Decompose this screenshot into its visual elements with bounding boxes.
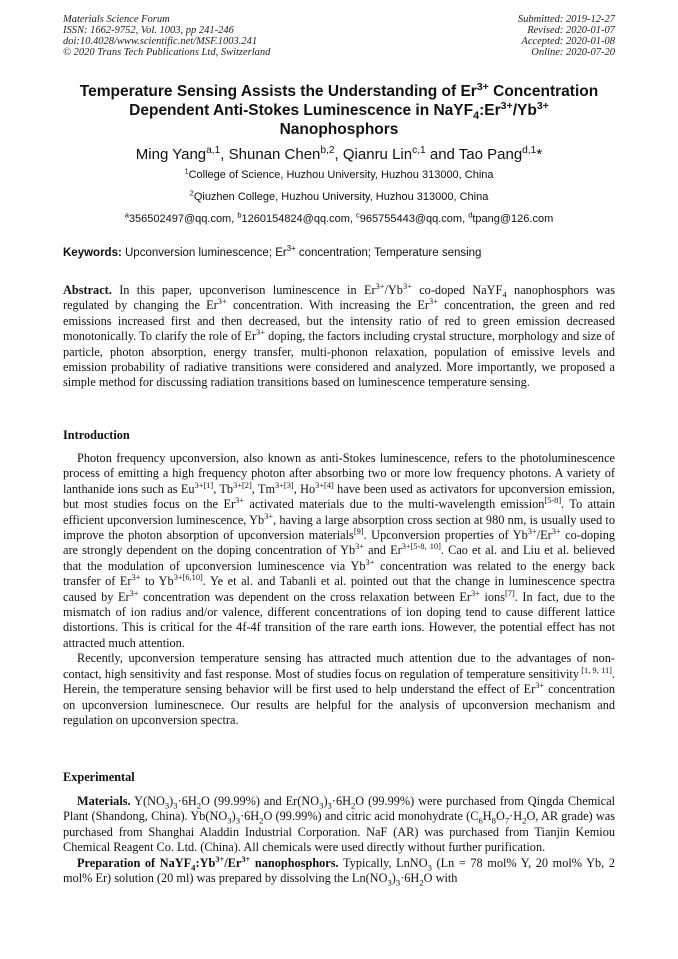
abstract: Abstract. In this paper, upconverison luminescence in $Er^{3+}/Yb^{3+}$ co-doped NaYF$_4$ nanophosphors was regulated by changing the $Er^{3+}$ concentration. With increasing the $Er^{3+}$ concentration, the green and red emissions increased first and then decreased, but the intensity ratio of red to green emission decreased monotonically. To clarify the role of $Er^{3+}$ doping, the factors including crystal structure, morphology and size of particle, photon absorption, energy transfer, multi-phonon relaxation, population of emissive levels and emission probability of radiative transitions were considered and analyzed. More importantly, we proposed a simple method for discussing radiation transitions based on luminescence temperature sensing. [63,281,616,390]
journal-header-left [63,14,270,58]
author-list: Ming Yang$^{a,1}$, Shunan Chen$^{b,2}$, Qianru Lin$^{c,1}$ and Tao Pang$^{d,1}$* [135,145,543,163]
online-date: Online: 2020-07-20 [531,47,615,58]
section-heading-introduction: Introduction [63,428,130,442]
affiliation-1: $^1$College of Science, Huzhou University, Huzhou 313000, China [184,166,494,181]
doi: doi:10.4028/www.scientific.net/MSF.1003.241 [63,36,258,47]
section-heading-experimental: Experimental [63,770,135,784]
author-emails: $^a$356502497@qq.com, $^b$1260154824@qq.com, $^c$965755443@qq.com, $^d$tpang@126.com [124,210,554,225]
experimental-body [63,794,615,886]
revised-date: Revised: 2020-01-07 [527,25,615,36]
copyright: © 2020 Trans Tech Publications Ltd, Switzerland [63,47,271,58]
issn: ISSN: 1662-9752, Vol. 1003, pp 241-246 [63,25,234,36]
paper-title: Temperature Sensing Assists the Understanding of $Er^{3+}$ Concentration Dependent Anti-Stokes Luminescence in $NaYF_4:Er^{3+}/Yb^{3+}$ Nanophosphors [79,80,599,138]
accepted-date: Accepted: 2020-01-08 [521,36,615,47]
journal-name: Materials Science Forum [63,14,170,25]
preparation-paragraph: Preparation of $NaYF_4:Yb^{3+}/Er^{3+}$ nanophosphors. Typically, LnNO$_3$ (Ln = 78 mol% Y, 20 mol% Yb, 2 mol% Er) solution (20 ml) was prepared by dissolving the $Ln(NO_3)_3\cdot 6H_2O$ with [63,854,616,888]
journal-header-right [518,14,615,58]
keywords: Keywords: Upconversion luminescence; $Er^{3+}$ concentration; Temperature sensing [63,244,482,259]
materials-paragraph: Materials. $Y(NO_3)_3\cdot 6H_2O$ (99.99%) and $Er(NO_3)_3\cdot 6H_2O$ (99.99%) were purchased from Qingda Chemical Plant (Shandong, China). $Yb(NO_3)_3\cdot 6H_2O$ (99.99%) and citric acid monohydrate ($C_6H_8O_7\cdot H_2O$, AR grade) was purchased from Shanghai Aladdin Industrial Corporation. NaF (AR) was purchased from Tianjin Kemiou Chemical Reagent Co. Ltd. (China). All chemicals were used directly without further purification. [63,794,616,855]
intro-paragraph-2: Recently, upconversion temperature sensing has attracted much attention due to the advantages of non-contact, high sensitivity and fast response. Most of studies focus on regulation of temperature sensitivity [1, 9, 11]. Herein, the temperature sensing behavior will be first used to help understand the effect of $Er^{3+}$ concentration on upconversion luminescnece. Our results are helpful for the analysis of upconversion mechanism and regulation on upconversion spectra. [63,651,616,727]
affiliation-2: $^2$Qiuzhen College, Huzhou University, Huzhou 313000, China [189,188,489,203]
submitted-date: Submitted: 2019-12-27 [517,14,615,25]
intro-paragraph-1: Photon frequency upconversion, also known as anti-Stokes luminescence, refers to the photoluminescence process of emitting a high frequency photon after absorbing two or more low frequency photons. A variety of lanthanide ions such as $Eu^{3+[1]}$, $Tb^{3+[2]}$, $Tm^{3+[3]}$, $Ho^{3+[4]}$ have been used as activators for upconversion emission, but most studies focus on the $Er^{3+}$ activated materials due to the multi-wavelength emission[5-8]. To attain efficient upconversion luminescence, $Yb^{3+}$, having a large absorption cross section at 980 nm, is usually used to improve the photon absorption of upconversion materials[9]. Upconversion properties of $Yb^{3+}/Er^{3+}$ co-doping are strongly dependent on the doping concentration of $Yb^{3+}$ and $Er^{3+[5-8, 10]}$. Cao et al. and Liu et al. believed that the modulation of upconversion luminescence via $Yb^{3+}$ concentration was related to the energy back transfer of $Er^{3+}$ to $Yb^{3+[6,10]}$. Ye et al. and Tabanli et al. pointed out that the change in luminescence spectra caused by $Er^{3+}$ concentration was dependent on the cross relaxation between $Er^{3+}$ ions[7]. In fact, due to the mismatch of ion radius and/or valence, different concentrations of ion doping tend to cause different lattice distortions. This is critical for the 4f-4f transition of the rare earth ions. However, the potential effect has not attracted much attention. [63,451,616,650]
introduction-body [63,451,615,728]
